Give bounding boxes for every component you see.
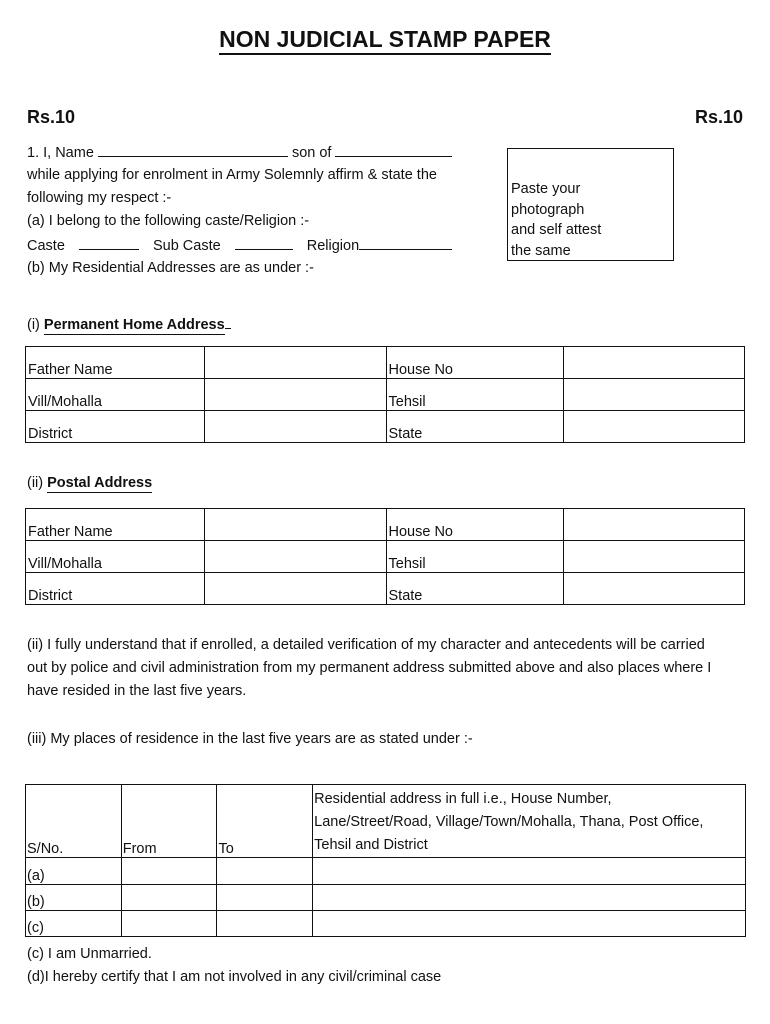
tehsil-value[interactable]: [564, 541, 745, 573]
table-row: [26, 785, 746, 858]
intro-line-6: (b) My Residential Addresses are as under :-: [27, 260, 314, 276]
residence-intro: (iii) My places of residence in the last five years are as stated under :-: [27, 731, 473, 747]
photo-box[interactable]: Paste your photograph and self attest the same: [507, 148, 674, 261]
table-row: [26, 347, 745, 379]
intro-line-3: following my respect :-: [27, 190, 172, 206]
house-no-value[interactable]: [564, 347, 745, 379]
district-value[interactable]: [204, 411, 386, 443]
row-label: (b): [26, 885, 122, 911]
state-value[interactable]: [564, 573, 745, 605]
caste-blank[interactable]: [79, 237, 139, 250]
page-title: NON JUDICIAL STAMP PAPER: [0, 26, 770, 53]
table-row: [26, 911, 746, 937]
to-header: To: [217, 785, 313, 858]
table-row: [26, 541, 745, 573]
stamp-value-left: Rs.10: [27, 107, 76, 127]
district-label: District: [26, 411, 205, 443]
to-cell[interactable]: [217, 858, 313, 885]
permanent-address-heading: (i) Permanent Home Address: [27, 313, 231, 333]
house-no-label: House No: [386, 347, 564, 379]
permanent-address-table: [25, 346, 745, 443]
state-label: State: [386, 573, 564, 605]
district-value[interactable]: [204, 573, 386, 605]
house-no-value[interactable]: [564, 509, 745, 541]
father-name-value[interactable]: [204, 347, 386, 379]
table-row: [26, 509, 745, 541]
state-label: State: [386, 411, 564, 443]
postal-address-table: [25, 508, 745, 605]
intro-line-2: while applying for enrolment in Army Solemnly affirm & state the: [27, 167, 437, 183]
tehsil-label: Tehsil: [386, 379, 564, 411]
table-row: [26, 858, 746, 885]
verification-paragraph: (ii) I fully understand that if enrolled, a detailed verification of my character and antecedents will be carried out by police and civil administration from my permanent address submitted above and also places where I have resided in the last five years.: [27, 637, 712, 699]
address-cell[interactable]: [313, 858, 746, 885]
row-label: (c): [26, 911, 122, 937]
sub-caste-blank[interactable]: [235, 237, 293, 250]
address-header: Residential address in full i.e., House Number, Lane/Street/Road, Village/Town/Mohalla, Thana, Post Office, Tehsil and District: [313, 785, 746, 858]
address-cell[interactable]: [313, 885, 746, 911]
sno-header: S/No.: [26, 785, 122, 858]
intro-name-line: 1. I, Name son of: [27, 144, 452, 161]
residence-table: [25, 784, 746, 937]
table-row: [26, 379, 745, 411]
state-value[interactable]: [564, 411, 745, 443]
intro-line-4: (a) I belong to the following caste/Religion :-: [27, 213, 310, 229]
vill-mohalla-label: Vill/Mohalla: [26, 379, 205, 411]
vill-mohalla-label: Vill/Mohalla: [26, 541, 205, 573]
postal-address-heading: (ii) Postal Address: [27, 475, 153, 491]
father-name-label: Father Name: [26, 509, 205, 541]
name-blank[interactable]: [98, 144, 288, 157]
from-cell[interactable]: [121, 885, 217, 911]
religion-blank[interactable]: [359, 237, 452, 250]
to-cell[interactable]: [217, 911, 313, 937]
criminal-case-line: (d)I hereby certify that I am not involved in any civil/criminal case: [27, 969, 442, 985]
district-label: District: [26, 573, 205, 605]
caste-line: Caste Sub Caste Religion: [27, 237, 452, 254]
from-cell[interactable]: [121, 858, 217, 885]
table-row: [26, 573, 745, 605]
vill-mohalla-value[interactable]: [204, 541, 386, 573]
father-name-label: Father Name: [26, 347, 205, 379]
father-name-value[interactable]: [204, 509, 386, 541]
from-header: From: [121, 785, 217, 858]
table-row: [26, 411, 745, 443]
table-row: [26, 885, 746, 911]
tehsil-label: Tehsil: [386, 541, 564, 573]
marital-status-line: (c) I am Unmarried.: [27, 946, 152, 962]
house-no-label: House No: [386, 509, 564, 541]
from-cell[interactable]: [121, 911, 217, 937]
son-of-blank[interactable]: [335, 144, 452, 157]
row-label: (a): [26, 858, 122, 885]
stamp-value-right: Rs.10: [694, 107, 743, 127]
tehsil-value[interactable]: [564, 379, 745, 411]
vill-mohalla-value[interactable]: [204, 379, 386, 411]
address-cell[interactable]: [313, 911, 746, 937]
to-cell[interactable]: [217, 885, 313, 911]
